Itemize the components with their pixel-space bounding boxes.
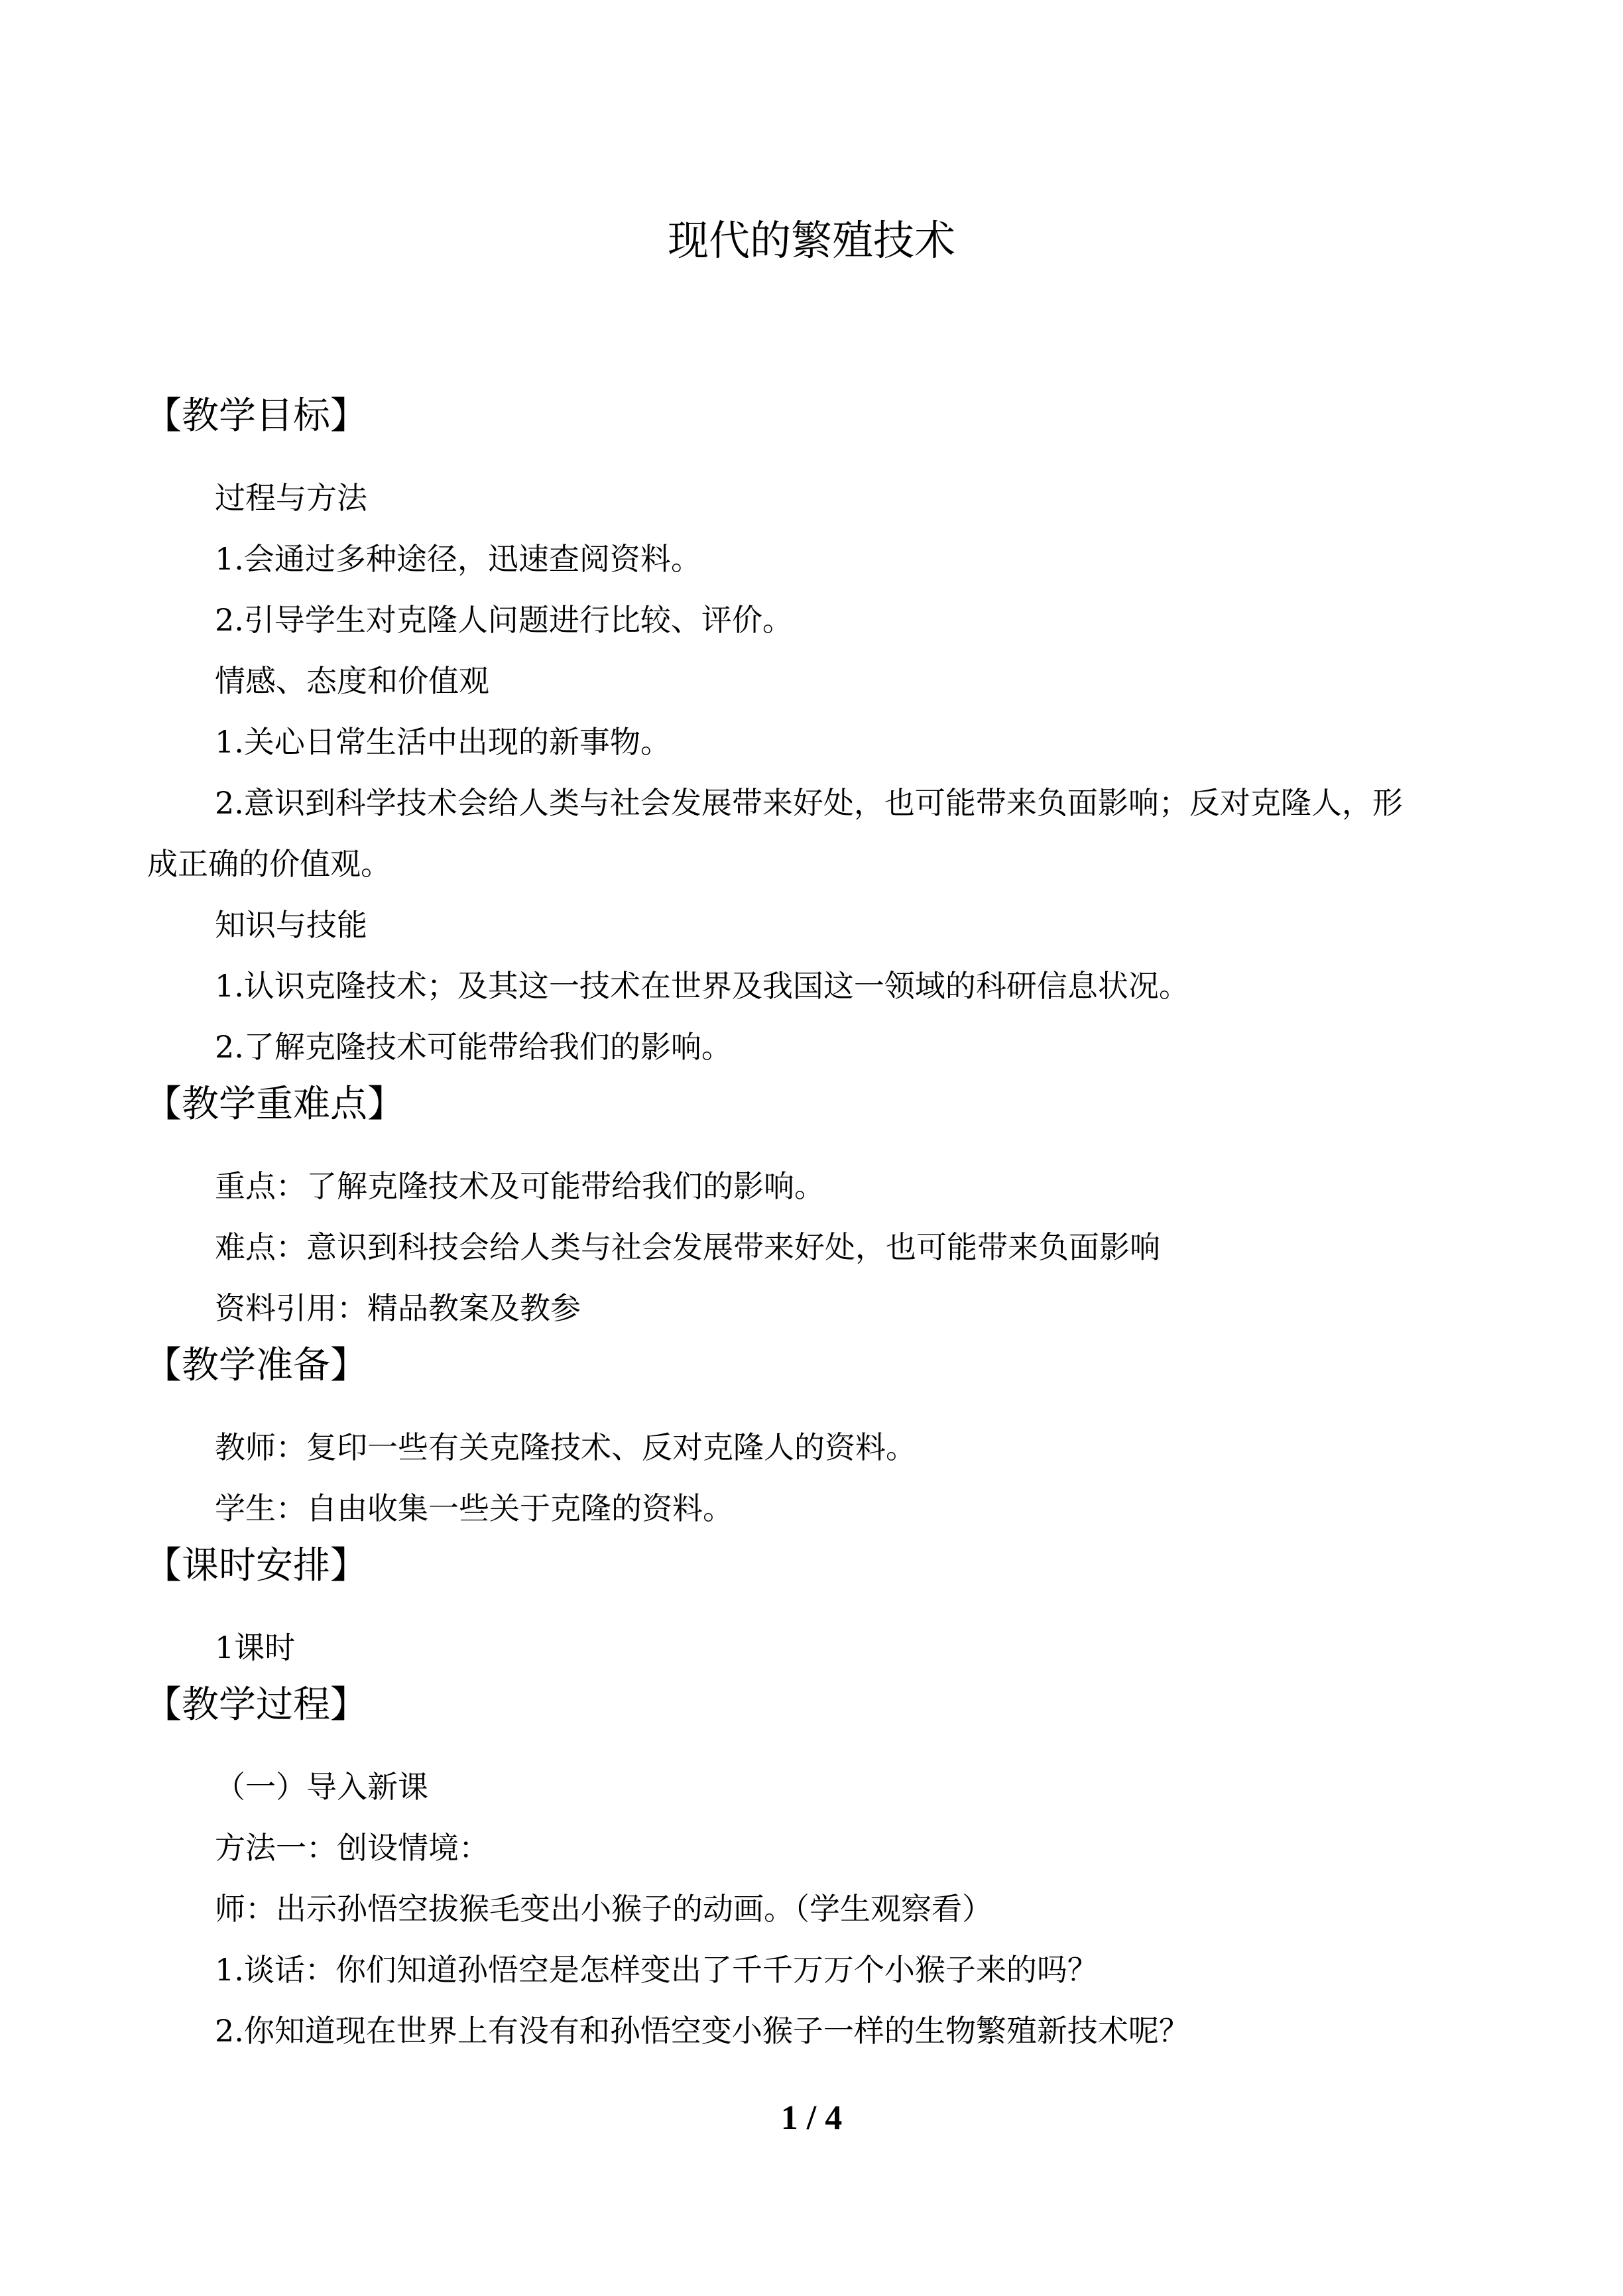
objectives-line: 1.会通过多种途径，迅速查阅资料。 xyxy=(215,541,701,577)
objectives-line: 过程与方法 xyxy=(215,480,367,516)
key-points-line: 难点：意识到科技会给人类与社会发展带来好处，也可能带来负面影响 xyxy=(215,1229,1160,1265)
preparation-line: 教师：复印一些有关克隆技术、反对克隆人的资料。 xyxy=(215,1429,916,1465)
preparation-line: 学生：自由收集一些关于克隆的资料。 xyxy=(215,1490,733,1526)
objectives-line: 2.意识到科学技术会给人类与社会发展带来好处，也可能带来负面影响；反对克隆人，形 xyxy=(215,785,1403,821)
objectives-line: 2.引导学生对克隆人问题进行比较、评价。 xyxy=(215,602,793,638)
objectives-line: 1.认识克隆技术；及其这一技术在世界及我国这一领域的科研信息状况。 xyxy=(215,968,1189,1004)
objectives-line: 1.关心日常生活中出现的新事物。 xyxy=(215,724,671,760)
objectives-line: 情感、态度和价值观 xyxy=(215,663,489,699)
objectives-line: 知识与技能 xyxy=(215,907,367,943)
process-line: 师：出示孙悟空拔猴毛变出小猴子的动画。（学生观察看） xyxy=(215,1891,992,1927)
process-line: 方法一：创设情境： xyxy=(215,1830,489,1866)
section-heading-key-points: 【教学重难点】 xyxy=(145,1083,404,1126)
key-points-line: 重点：了解克隆技术及可能带给我们的影响。 xyxy=(215,1168,825,1204)
process-line: （一）导入新课 xyxy=(215,1769,428,1805)
section-heading-schedule: 【课时安排】 xyxy=(145,1544,367,1587)
section-heading-process: 【教学过程】 xyxy=(145,1683,367,1726)
key-points-line: 资料引用：精品教案及教参 xyxy=(215,1290,581,1326)
section-heading-preparation: 【教学准备】 xyxy=(145,1344,367,1387)
page-title: 现代的繁殖技术 xyxy=(667,216,955,265)
process-line: 1.谈话：你们知道孙悟空是怎样变出了千千万万个小猴子来的吗？ xyxy=(215,1952,1098,1988)
schedule-line: 1课时 xyxy=(215,1630,296,1665)
section-heading-objectives: 【教学目标】 xyxy=(145,394,367,438)
process-line: 2.你知道现在世界上有没有和孙悟空变小猴子一样的生物繁殖新技术呢？ xyxy=(215,2013,1189,2049)
page-number: 1 / 4 xyxy=(780,2099,843,2137)
objectives-line: 成正确的价值观。 xyxy=(147,846,391,882)
objectives-line: 2.了解克隆技术可能带给我们的影响。 xyxy=(215,1029,732,1065)
